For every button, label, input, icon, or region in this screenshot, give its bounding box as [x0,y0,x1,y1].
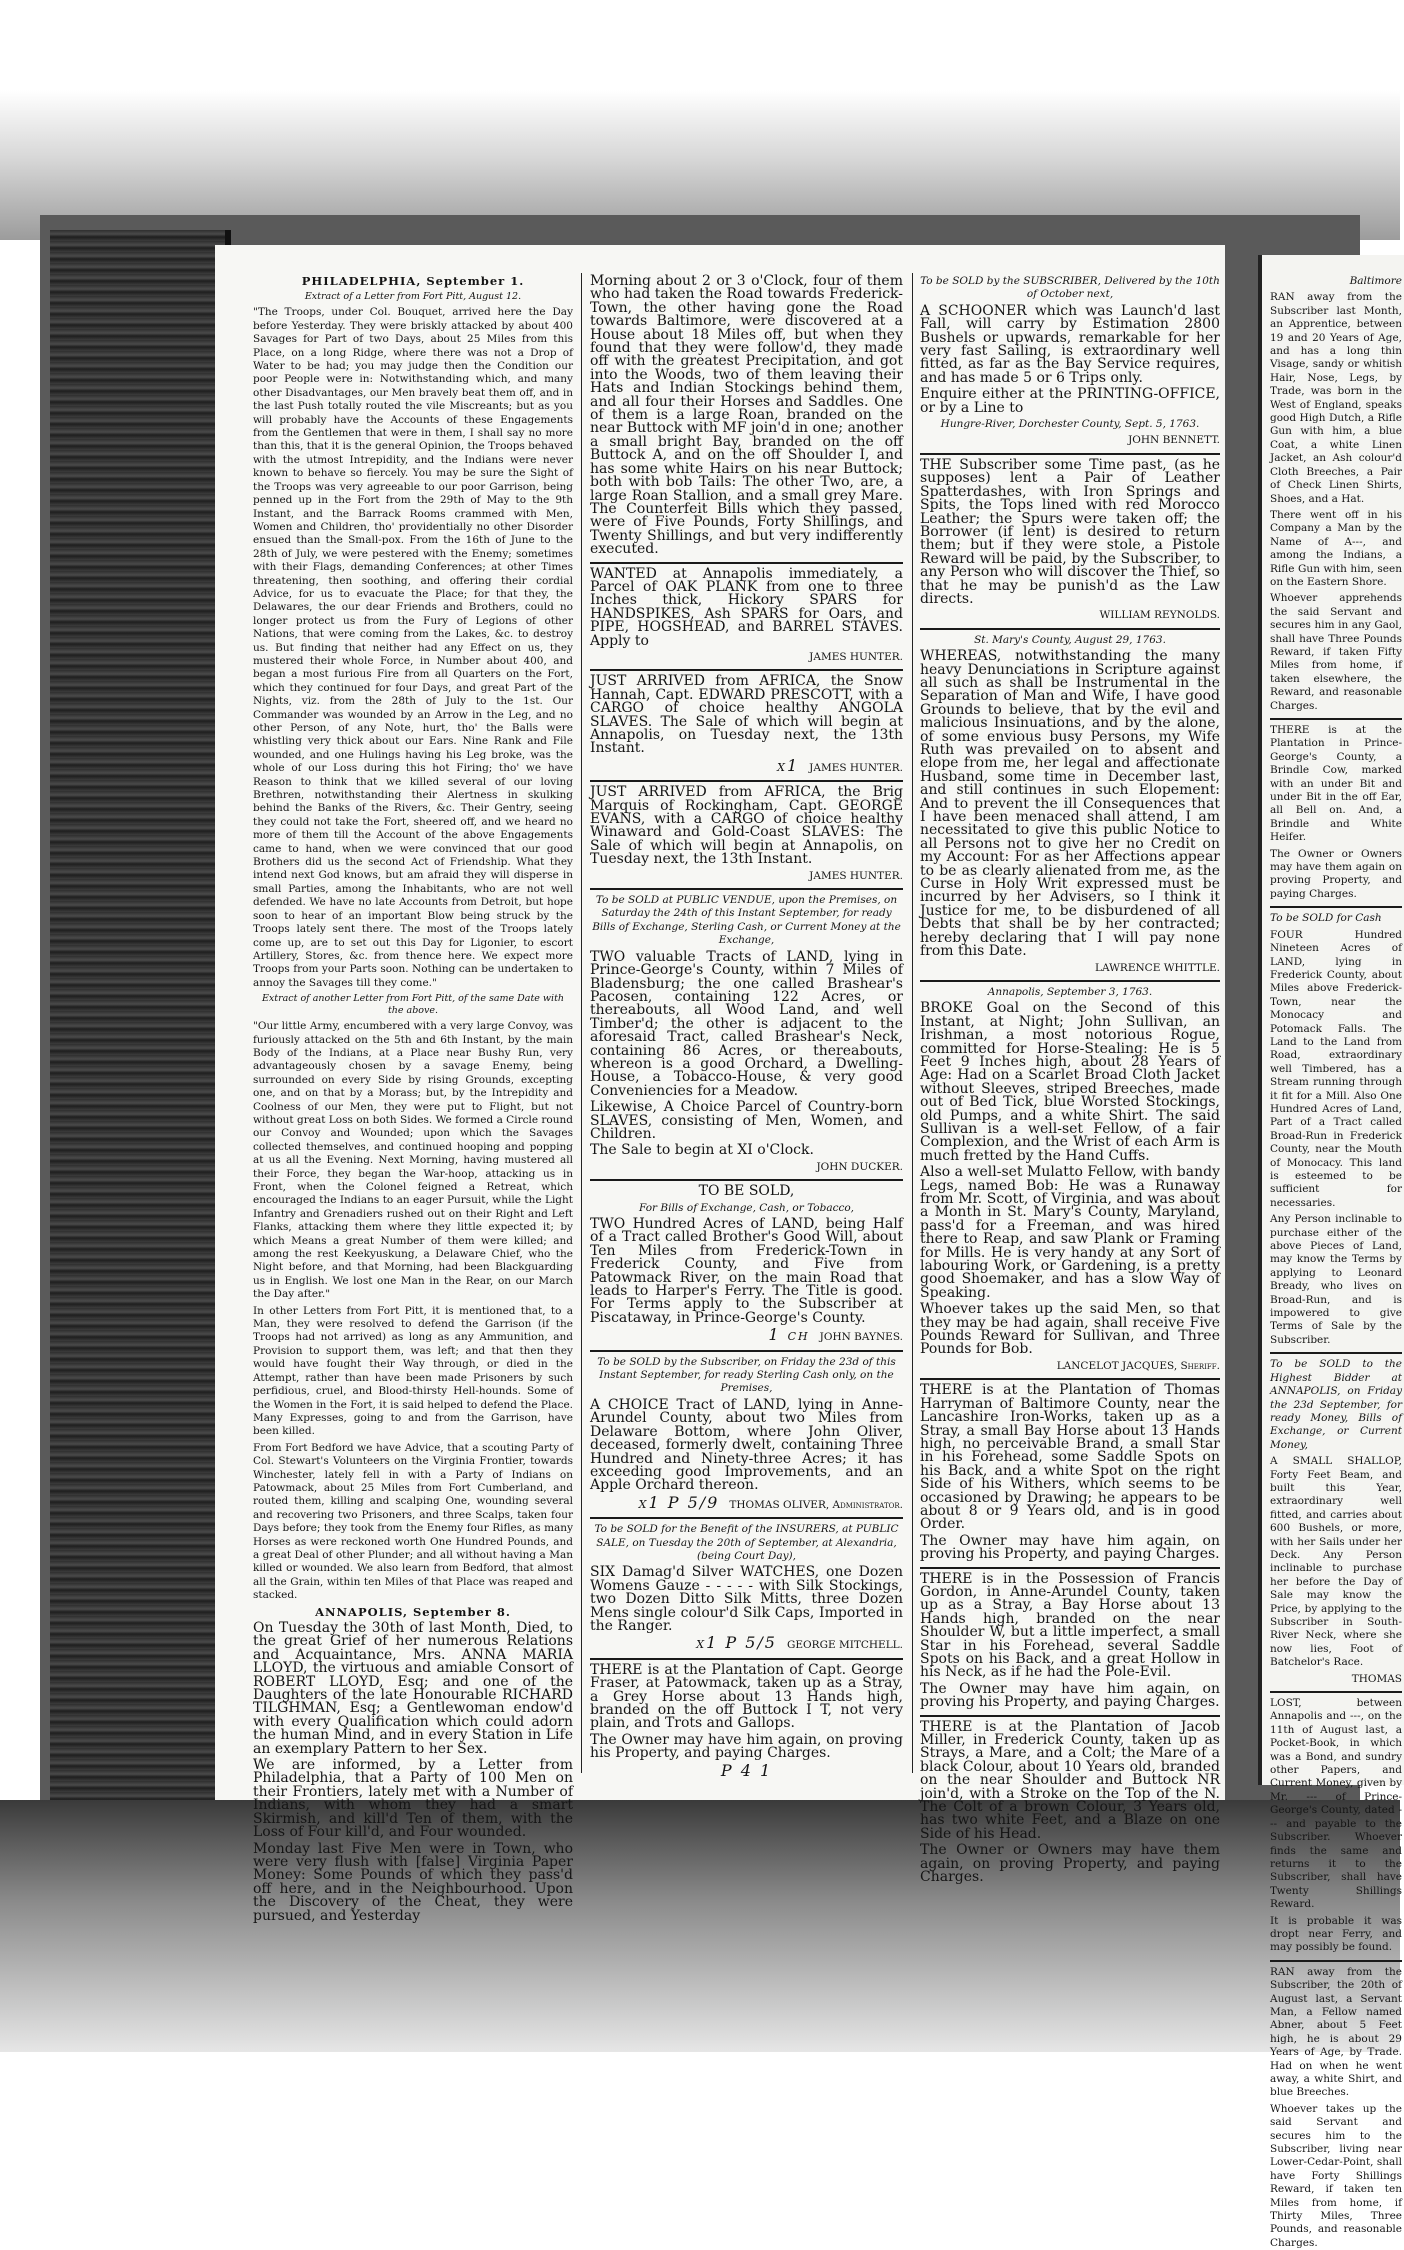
ad-body: THERE is at the Plantation of Thomas Harryman of Baltimore County, near the Lancashire Iron-Works, taken up as a Stray, a small Bay Horse about 13 Hands high, no perceivable Brand, a small Star in his Forehead, some Saddle Spots on his Back, and a white Spot on the right Side of his Withers, which seems to be occasioned by Drawing; he appears to be about 8 or 9 Years old, and is in good Order. [920,1382,1220,1533]
advertisement-stray-gordon [920,1567,1220,1710]
ad-body: RAN away from the Subscriber last Month, an Apprentice, between 19 and 20 Years of Age, and has a long thin Visage, sandy or whitish Hair, Nose, Legs, by Trade, was born in the West of England, speaks good High Dutch, a Rifle Gun with him, a blue Coat, a white Linen Jacket, an Ash colour'd Cloth Breeches, a Pair of Check Linen Shirts, Shoes, and a Hat. [1270,291,1402,505]
advertisement-stray-horse [590,1658,903,1780]
advertisement-oak-plank [590,562,903,665]
ad-signature: GEORGE MITCHELL. [787,1639,903,1652]
ad-body: THERE is in the Possession of Francis Gordon, in Anne-Arundel County, taken up as a Stray, a Bay Horse about 13 Hands high, branded on the near Shoulder W, but a little imperfect, a small Star in his Forehead, several Saddle Spots on his Back, and a great Hollow in his Neck, as if he had the Pole-Evil. [920,1570,1220,1681]
ad-signature: JOHN BENNETT. [1128,434,1220,447]
ad-signature: WILLIAM REYNOLDS. [1099,609,1220,622]
ad-date: Annapolis, September 3, 1763. [987,985,1153,998]
ad-body: FOUR Hundred Nineteen Acres of LAND, lying in Frederick County, about Miles above Frederick-Town, near the Monocacy and Potomack Falls. The Land to the Land from Road, extraordinary well Timbered, has a Stream running through it fit for a Mill. Also One Hundred Acres of Land, Part of a Tract called Broad-Run in Frederick County, near the Mouth of Monocacy. This land is esteemed to be sufficient for necessaries. [1270,928,1402,1209]
ad-date: St. Mary's County, August 29, 1763. [974,633,1166,646]
ad-body: TWO valuable Tracts of LAND, lying in Prince-George's County, within 7 Miles of Bladensburg; the one called Brashear's Pacosen, containing 122 Acres, or thereabouts, all Wood Land, and well Timber'd; the other is adjacent to the aforesaid Tract, called Brashear's Neck, containing 86 Acres, or thereabouts, whereon is a good Orchard, a Dwelling-House, a Tobacco-House, & very good Conveniencies for a Meadow. [590,948,903,1099]
ad-body: WANTED at Annapolis immediately, a Parcel of OAK PLANK from one to three Inches thick, Hickory SPARS for HANDSPIKES, Ash SPARS for Oars, and PIPE, HOGSHEAD, and BARREL STAVES. Apply to [590,565,903,649]
ad-heading: To be SOLD at PUBLIC VENDUE, upon the Premises, on Saturday the 24th of this Instant September, for ready Bills of Exchange, Sterling Cash, or Current Money at the Exchange, [592,894,901,947]
news-paragraph: Monday last Five Men were in Town, who were very flush with [false] Virginia Paper Money: Some Pounds of which they pass'd off here, and in the Neighbourhood. Upon the Discovery of the Cheat, they were pursued, and Yesterday [253,1840,573,1924]
advertisement-land-for-sale [590,1179,903,1344]
facing-page-partial [1258,255,1404,2249]
letter-fort-pitt: "The Troops, under Col. Bouquet, arrived here the Day before Yesterday. They were briskly attacked by about 400 Savages for Part of two Days, about 25 Miles from this Place, on a long Ridge, where there was not a Drop of Water to be had; you may judge then the Condition our poor People were in: Notwithstanding which, and many other Disadvantages, our Men bravely beat them off, and in the last Push totally routed the vile Miscreants; but as you will probably have the Accounts of these Engagements from the Gentlemen that were in them, I shall say no more than this, that it is the general Opinion, the Troops behaved with the utmost Intrepidity, and the Indians were never known to behave so fiercely. You may be sure the Sight of the Troops was very agreeable to our poor Garrison, being penned up in the Fort from the 29th of May to the 9th Instant, and the Barrack Rooms crammed with Men, Women and Children, tho' providentially no other Disorder ensued than the Small-pox. From the 16th of June to the 28th of July, we were pestered with the Enemy; sometimes with their Flags, demanding Conferences; at other Times threatening, then soothing, and offering their cordial Advice, for us to evacuate the Place; for that they, the Delawares, the our dear Friends and Brothers, could no longer protect us from the Fury of Legions of other Nations, that were coming from the Lakes, &c. to destroy us. But finding that neither had any Effect on us, they mustered their whole Force, in Number about 400, and began a most furious Fire from all Quarters on the Fort, which they continued for four Days, and great Part of the Nights, viz. from the 28th of July to the 1st. Our Commander was wounded by an Arrow in the Leg, and no other Person, of any Note, hurt, tho' the Balls were whistling very thick about our Ears. Nine Rank and File wounded, and one Hulings having his Leg broke, was the whole of our Loss during this hot Firing; tho' we have Reason to think that we killed several of our loving Brethren, notwithstanding their Alertness in skulking behind the Banks of the Rivers, &c. Their Gentry, seeing they could not take the Fort, sheered off, and we heard no more of them till the Account of the above Engagements came to hand, when we were convinced that our good Brothers did us the second Act of Friendship. What they intend next God knows, but am afraid they will disperse in small Parties, among the Inhabitants, who are not well defended. We have no late Accounts from Detroit, but hope soon to hear of an important Blow being struck by the Troops lately sent there. The most of the Troops lately come up, are to set out this Day for Ligonier, to escort Artillery, Stores, &c. from thence here. We expect more Troops from your Parts soon. Nothing can be undertaken to annoy the Savages till they come." [253,306,574,989]
ad-place: Hungre-River, Dorchester County, Sept. 5, 1763. [940,418,1200,431]
book-page-edges [50,230,231,1810]
ad-body: BROKE Goal on the Second of this Instant, at Night; John Sullivan, an Irishman, a most notorious Rogue, committed for Horse-Stealing: He is 5 Feet 9 Inches high, about 28 Years of Age: Had on a Scarlet Broad Cloth Jacket without Sleeves, striped Breeches, made out of Bed Tick, blue Worsted Stockings, old Pumps, and a white Shirt. The said Sullivan is a well-set Fellow, of a fair Complexion, and the Wrist of each Arm is much fretted by the Hand Cuffs. [920,1000,1220,1164]
ad-body: THERE is at the Plantation of Jacob Miller, in Frederick County, taken up as Strays, a Mare, and a Colt; the Mare of a black Colour, about 10 Years old, branded on the near Shoulder and Buttock NR join'd, with a Stroke on the Top of the N. The Colt of a brown Colour, 3 Years old, has two white Feet, and a Blaze on one Side of his Head. [920,1718,1220,1842]
column-news [253,274,574,1924]
ad-body: TWO Hundred Acres of LAND, being Half of a Tract called Brother's Good Will, about Ten Miles from Frederick-Town in Frederick County, and Five from Patowmack River, on the main Road that leads to Harper's Ferry. The Title is good. For Terms apply to the Subscriber at Piscataway, in Prince-George's County. [590,1216,903,1326]
advertisement-spatterdashes [920,453,1220,623]
news-continuation: Morning about 2 or 3 o'Clock, four of them who had taken the Road towards Frederick-Town, the other having gone the Road towards Baltimore, were discovered at a House about 18 Miles off, but when they found that they were follow'd, they made off with the greatest Precipitation, and got into the Woods, two of them leaving their Hats and Indian Stockings behind them, and all four their Horses and Saddles. One of them is a large Roan, branded on the near Buttock with MF join'd in one; another a small bright Bay, branded on the off Buttock A, and on the off Shoulder I, and has some white Hairs on his near Buttock; both with bob Tails: The other Two, are, a large Roan Stallion, and a small grey Mare. The Counterfeit Bills which they passed, were of Five Pounds, Forty Shillings, and Twenty Shillings, and but very indifferently executed. [590,273,903,558]
ad-heading: To be SOLD to the Highest Bidder at ANNAPOLIS, on Friday the 23d September, for ready Money, Bills of Exchange, or Current Money, [1270,1358,1402,1451]
ad-signature: JAMES HUNTER. [809,650,903,663]
ad-heading: To be SOLD by the SUBSCRIBER, Delivered by the 10th of October next, [920,275,1220,301]
handwritten-mark: 1 ch [768,1325,810,1345]
ad-body: THE Subscriber some Time past, (as he supposes) lent a Pair of Leather Spatterdashes, with Iron Springs and Spits, the Tops lined with red Morocco Leather; the Spurs were taken off; the Borrower (if lent) is desired to return them; but if they were stole, a Pistole Reward will be paid, by the Subscriber, to any Person who will discover the Thief, so that he may be punish'd as the Law directs. [920,456,1220,607]
news-paragraph: We are informed, by a Letter from Philadelphia, that a Party of 100 Men on their Frontiers, lately met with a Number of Indians, with whom they had a smart Skirmish, and kill'd Ten of them, with the Loss of Four kill'd, and Four wounded. [253,1757,573,1841]
ad-body: JUST ARRIVED from AFRICA, the Snow Hannah, Capt. EDWARD PRESCOTT, with a CARGO of choice healthy ANGOLA SLAVES. The Sale of which will begin at Annapolis, on Tuesday next, the 13th Instant. [590,673,903,757]
dateline-annapolis: ANNAPOLIS, September 8. [315,1604,511,1619]
ad-body: Also a well-set Mulatto Fellow, with bandy Legs, named Bob: He was a Runaway from Mr. Scott, of Virginia, and was about a Month in St. Mary's County, Maryland, pass'd for a Freeman, and was hired there to Reap, and saw Plank or Framing for Mills. He is very handy at any Sort of labouring Work, or Gardening, is a pretty good Shoemaker, and has a slow Way of Speaking. [920,1164,1220,1301]
dateline-philadelphia: PHILADELPHIA, September 1. [301,274,525,288]
ad-heading: To be SOLD for the Benefit of the INSURERS, at PUBLIC SALE, on Tuesday the 20th of September, at Alexandria, (being Court Day), [594,1523,899,1562]
newspaper-page [215,245,1225,1924]
ad-body: There went off in his Company a Man by the Name of A---, and among the Indians, a Rifle Gun with him, seen on the Eastern Shore. [1270,508,1402,588]
ad-subtitle: For Bills of Exchange, Cash, or Tobacco, [638,1201,855,1214]
ad-signature: THOMAS OLIVER, Administrator. [729,1498,903,1511]
news-paragraph: From Fort Bedford we have Advice, that a scouting Party of Col. Stewart's Volunteers on the Virginia Frontier, towards Winchester, lately fell in with a Party of Indians on Patowmack, about 25 Miles from Fort Cumberland, and routed them, killing and scalping One, wounding several and recovering two Prisoners, and three Scalps, taken four Days before; they took from the Enemy four Rifles, as many Horses as were reckoned worth One Hundred Pounds, and a great Deal of other Plunder; and all without having a Man killed or wounded. We also learn from Bedford, that almost all the Grain, within ten Miles of that Place was reaped and stacked. [253,1441,573,1602]
handwritten-mark: x1 P 5/5 [696,1633,777,1653]
ad-body: The Owner may have him again, on proving his Property, and paying Charges. [920,1680,1220,1711]
facing-page-heading: Baltimore [1349,275,1402,287]
ad-body: A SCHOONER which was Launch'd last Fall, will carry by Estimation 2800 Bushels or upwards, remarkable for her very fast Sailing, is extraordinary well fitted, as far as the Bay Service requires, and has made 5 or 6 Trips only. [920,302,1220,386]
column-facing-page [1270,275,1402,2249]
handwritten-mark: P 4 1 [720,1760,773,1780]
advertisement-brindle-cow [1270,718,1402,901]
advertisement-snow-hannah [590,669,903,775]
ad-body: A CHOICE Tract of LAND, lying in Anne-Arundel County, about two Miles from Delaware Bottom, where John Oliver, deceased, formerly dwelt, containing Three Hundred and Ninety-three Acres; it has exceeding good Improvements, and an Apple Orchard thereon. [590,1396,903,1494]
ad-body: The Sale to begin at XI o'Clock. [590,1142,814,1159]
ad-body: THERE is at the Plantation of Capt. George Fraser, at Patowmack, taken up as a Stray, a Grey Horse about 13 Hands high, branded on the off Buttock I T, not very plain, and Trots and Gallops. [590,1661,903,1732]
ad-body: THERE is at the Plantation in Prince-George's County, a Brindle Cow, marked with an under Bit and under Bit in the off Ear, all Bell on. And, a Brindle and White Heifer. [1270,724,1402,844]
advertisement-shallop [1270,1352,1402,1686]
ad-body: The Owner may have him again, on proving his Property, and paying Charges. [590,1731,903,1762]
ad-signature: JAMES HUNTER. [809,761,903,774]
column-advertisements-3 [920,275,1220,1886]
ad-body: Likewise, A Choice Parcel of Country-born SLAVES, consisting of Men, Women, and Children. [590,1099,903,1142]
advertisement-runaway-servant [1270,1960,1402,2250]
ad-signature: JOHN DUCKER. [816,1160,903,1173]
ad-body: It is probable it was dropt near Ferry, and may possibly be found. [1270,1914,1402,1954]
ad-body: SIX Damag'd Silver WATCHES, one Dozen Womens Gauze - - - - - with Silk Stockings, two Dozen Ditto Silk Mitts, three Dozen Mens single colour'd Silk Caps, Imported in the Ranger. [590,1564,903,1634]
advertisement-choice-tract [590,1350,903,1512]
ad-body: The Owner or Owners may have them again on proving Property, and paying Charges. [1270,847,1402,900]
advertisement-schooner [920,275,1220,448]
ad-body: A SMALL SHALLOP, Forty Feet Beam, and built this Year, extraordinary well fitted, and carries about 600 Bushels, or more, with her Sails under her Deck. Any Person inclinable to purchase her before the Day of Sale may know the Price, by applying to the Subscriber in South-River Neck, where she now lies, Foot of Batchelor's Race. [1270,1455,1402,1669]
advertisement-elopement-notice [920,628,1220,975]
news-paragraph: In other Letters from Fort Pitt, it is mentioned that, to a Man, they were resolved to defend the Garrison (if the Troops had not arrived) as long as any Ammunition, and Provision to support them, was left; and that then they would have fought their Way through, or died in the Attempt, rather than have been made Prisoners by such perfidious, cruel, and Blood-thirsty Hell-hounds. Some of the Women in the Fort, it is said helped to defend the Place. Many Expresses, going to and from the Garrison, have been killed. [253,1304,573,1438]
ad-body: Enquire either at the PRINTING-OFFICE, or by a Line to [920,386,1220,416]
ad-body: JUST ARRIVED from AFRICA, the Brig Marquis of Rockingham, Capt. GEORGE EVANS, with a CARGO of choice healthy Winaward and Gold-Coast SLAVES: The Sale of which will begin at Annapolis, on Tuesday next, the 13th Instant. [590,784,903,868]
ad-signature: JAMES HUNTER. [809,869,903,882]
extract-heading-2: Extract of another Letter from Fort Pitt, of the same Date with the above. [261,993,565,1017]
advertisement-broke-goal [920,980,1220,1373]
advertisement-stray-bay-horse [920,1378,1220,1561]
ad-body: Whoever takes up the said Servant and secures him to the Subscriber, living near Lower-Cedar-Point, shall have Forty Shillings Reward, if taken ten Miles from home, if Thirty Miles, Three Pounds, and reasonable Charges. [1270,2102,1402,2249]
advertisement-public-vendue [590,888,903,1174]
advertisement-brig-marquis [590,780,903,883]
ad-title: TO BE SOLD, [698,1183,795,1200]
letter-fort-pitt-2: "Our little Army, encumbered with a very large Convoy, was furiously attacked on the 5th and 6th Instant, by the main Body of the Indians, at a Place near Bushy Run, very advantageously chosen by a savage Enemy, being surrounded on every Side by rising Grounds, excepting one, and on that by a Morass; but, by the Intrepidity and Coolness of our Men, they were put to Flight, but not without great Loss on both Sides. We formed a Circle round our Convoy and Wounded; upon which the Savages collected themselves, and continued hooping and popping at us all the Evening. Next Morning, having mustered all their Force, they began the War-hoop, attacking us in Front, when the Colonel feigned a Retreat, which encouraged the Indians to an eager Pursuit, while the Light Infantry and Grenadiers rushed out on their Right and Left Flanks, attacking them where they little expected it; by which Means a great Number of them were killed; and among the rest Keekyuskung, a Delaware Chief, who the Night before, and that Morning, had been Blackguarding us in English. We lost one Man in the Rear, on our March the Day after." [253,1020,573,1301]
ad-heading: To be SOLD for Cash [1270,912,1382,925]
ad-signature: LAWRENCE WHITTLE. [1095,961,1220,974]
ad-body: The Owner may have him again, on proving his Property, and paying Charges. [920,1532,1220,1563]
advertisement-lost-pocketbook [1270,1691,1402,1955]
advertisement-stray-mare-colt [920,1715,1220,1885]
ad-body: WHEREAS, notwithstanding the many heavy Denunciations in Scripture against all such as shall be Instrumental in the Separation of Man and Wife, I have good Grounds to believe, that by the evil and malicious Insinuations, and by the alone, of some envious busy Persons, my Wife Ruth was prevailed on to absent and elope from me, her legal and affectionate Husband, some time in December last, and still continues in such Elopement: And to prevent the ill Consequences that I have been menaced shall attend, I am necessitated to give this public Notice to all Persons not to give her no Credit on my Account: For as her Affections appear to be as clearly alienated from me, as the Curse in Holy Writ expressed must be incurred by her Advisers, so I think it Justice for me, to be disburdened of all Debts that shall be by her contracted; hereby declaring that I will pay none from this Date. [920,648,1220,960]
ad-body: Whoever takes up the said Men, so that they may be had again, shall receive Five Pounds Reward for Sullivan, and Three Pounds for Bob. [920,1301,1220,1358]
column-rule [581,273,582,1773]
ad-body: The Owner or Owners may have them again, on proving Property, and paying Charges. [920,1842,1220,1886]
ad-body: RAN away from the Subscriber, the 20th of August last, a Servant Man, a Fellow named Abner, about 5 Feet high, he is about 29 Years of Age, by Trade. Had on when he went away, a white Shirt, and blue Breeches. [1270,1965,1402,2099]
ad-body: Whoever apprehends the said Servant and secures him in any Gaol, shall have Three Pounds Reward, if taken Fifty Miles from home, if taken elsewhere, the Reward, and reasonable Charges. [1270,592,1402,712]
ad-signature: THOMAS [1351,1672,1402,1685]
ad-signature: LANCELOT JACQUES, Sheriff. [1056,1359,1220,1372]
column-advertisements-2 [590,275,903,1795]
ad-body: LOST, between Annapolis and ---, on the 11th of August last, a Pocket-Book, in which was a Bond, and sundry other Papers, and Current Money, given by Mr. --- of Prince-George's County, dated --- and payable to the Subscriber. Whoever finds the same and returns it to the Subscriber, shall have Twenty Shillings Reward. [1270,1697,1402,1911]
ad-body: Any Person inclinable to purchase either of the above Pieces of Land, may know the Terms by applying to Leonard Bready, who lives on Broad-Run, and is impowered to give Terms of Sale by the Subscriber. [1270,1213,1402,1346]
advertisement-watches [590,1517,903,1653]
column-rule [912,273,913,1773]
ad-signature: JOHN BAYNES. [819,1331,903,1344]
advertisement-land-for-cash [1270,906,1402,1347]
handwritten-mark: x1 [777,755,800,775]
extract-heading: Extract of a Letter from Fort Pitt, August 12. [304,291,522,303]
ad-heading: To be SOLD by the Subscriber, on Friday the 23d of this Instant September, for ready Sterling Cash only, on the Premises, [597,1355,896,1395]
handwritten-mark: x1 P 5/9 [638,1492,720,1512]
obituary-paragraph: On Tuesday the 30th of last Month, Died, to the great Grief of her numerous Relations and Acquaintance, Mrs. ANNA MARIA LLOYD, the virtuous and amiable Consort of ROBERT LLOYD, Esq; and one of the Daughters of the late Honourable RICHARD TILGHMAN, Esq; a Gentlewoman endow'd with every Qualification which could adorn the human Mind, and in every Station in Life an exemplary Pattern to her Sex. [253,1620,573,1757]
